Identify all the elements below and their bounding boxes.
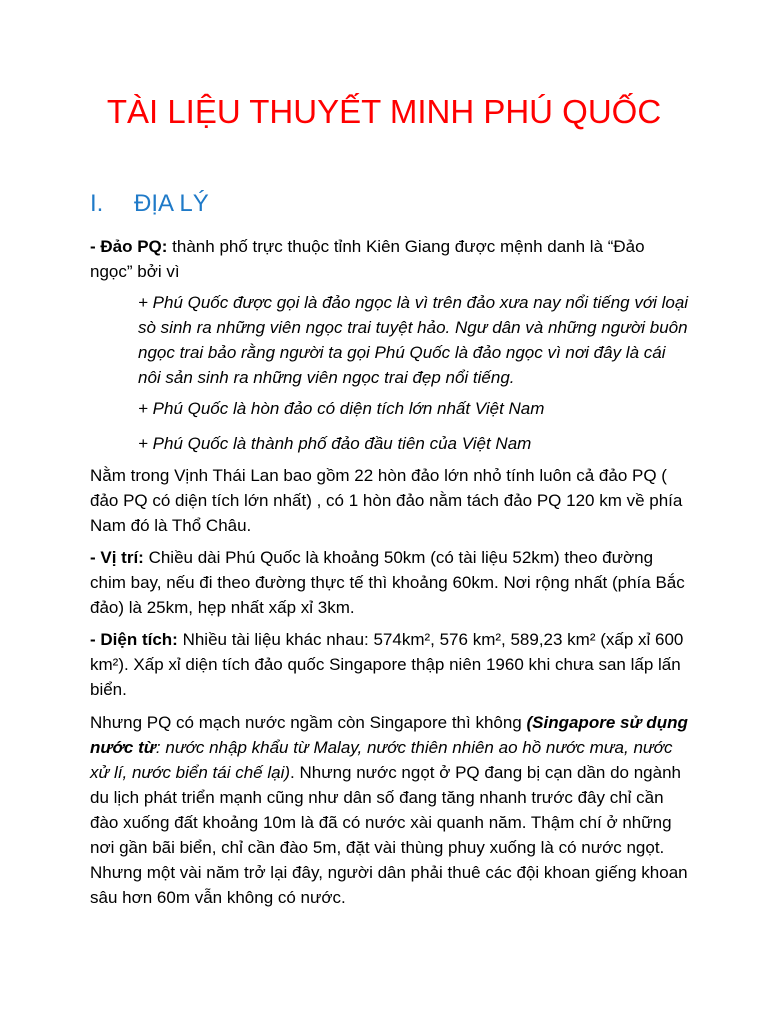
- water-italic: : nước nhập khẩu từ Malay, nước thiên nhiên ao hồ nước mưa, nước xử lí, nước biển tái chế lại): [90, 738, 673, 782]
- location-label: - Vị trí:: [90, 548, 144, 567]
- location-paragraph: [90, 545, 690, 620]
- bullet-item: + Phú Quốc là hòn đảo có diện tích lớn nhất Việt Nam: [138, 399, 545, 418]
- bullet-item: + Phú Quốc là thành phố đảo đầu tiên của Việt Nam: [138, 434, 532, 453]
- intro-text: thành phố trực thuộc tỉnh Kiên Giang được mệnh danh là “Đảo ngọc” bởi vì: [90, 237, 645, 281]
- section-title: ĐỊA LÝ: [134, 190, 209, 217]
- intro-paragraph: [90, 234, 690, 284]
- water-bold-italic: (Singapore sử dụng nước từ: [90, 713, 688, 757]
- area-paragraph: [90, 627, 690, 702]
- area-text: Nhiều tài liệu khác nhau: 574km², 576 km², 589,23 km² (xấp xỉ 600 km²). Xấp xỉ diện tích đảo quốc Singapore thập niên 1960 khi chưa san lấp lấn biển.: [90, 630, 684, 699]
- water-rest: . Nhưng nước ngọt ở PQ đang bị cạn dần do ngành du lịch phát triển mạnh cũng như dân số đang tăng nhanh trước đây chỉ cần đào xuống đất khoảng 10m là đã có nước xài quanh năm. Thậm chí ở những nơi gần bãi biển, chỉ cần đào 5m, đặt vài thùng phuy xuống là có nước ngọt. Nhưng một vài năm trở lại đây, người dân phải thuê các đội khoan giếng khoan sâu hơn 60m vẫn không có nước.: [90, 763, 688, 907]
- location-text: Chiều dài Phú Quốc là khoảng 50km (có tài liệu 52km) theo đường chim bay, nếu đi theo đường thực tế thì khoảng 60km. Nơi rộng nhất (phía Bắc đảo) là 25km, hẹp nhất xấp xỉ 3km.: [90, 548, 685, 617]
- area-label: - Diện tích:: [90, 630, 178, 649]
- document-title: TÀI LIỆU THUYẾT MINH PHÚ QUỐC: [106, 93, 662, 130]
- bullet-item: + Phú Quốc được gọi là đảo ngọc là vì trên đảo xưa nay nổi tiếng với loại sò sinh ra những viên ngọc trai tuyệt hảo. Ngư dân và những người buôn ngọc trai bảo rằng người ta gọi Phú Quốc là đảo ngọc vì nơi đây là cái nôi sản sinh ra những viên ngọc trai đẹp nổi tiếng.: [138, 293, 689, 387]
- section-number: I.: [90, 190, 104, 217]
- intro-label: - Đảo PQ:: [90, 237, 168, 256]
- water-paragraph: [90, 710, 690, 910]
- section-heading: [90, 187, 209, 221]
- bay-paragraph: Nằm trong Vịnh Thái Lan bao gồm 22 hòn đảo lớn nhỏ tính luôn cả đảo PQ ( đảo PQ có diện tích lớn nhất) , có 1 hòn đảo nằm tách đảo PQ 120 km về phía Nam đó là Thổ Châu.: [90, 466, 683, 535]
- water-lead: Nhưng PQ có mạch nước ngầm còn Singapore thì không: [90, 713, 527, 732]
